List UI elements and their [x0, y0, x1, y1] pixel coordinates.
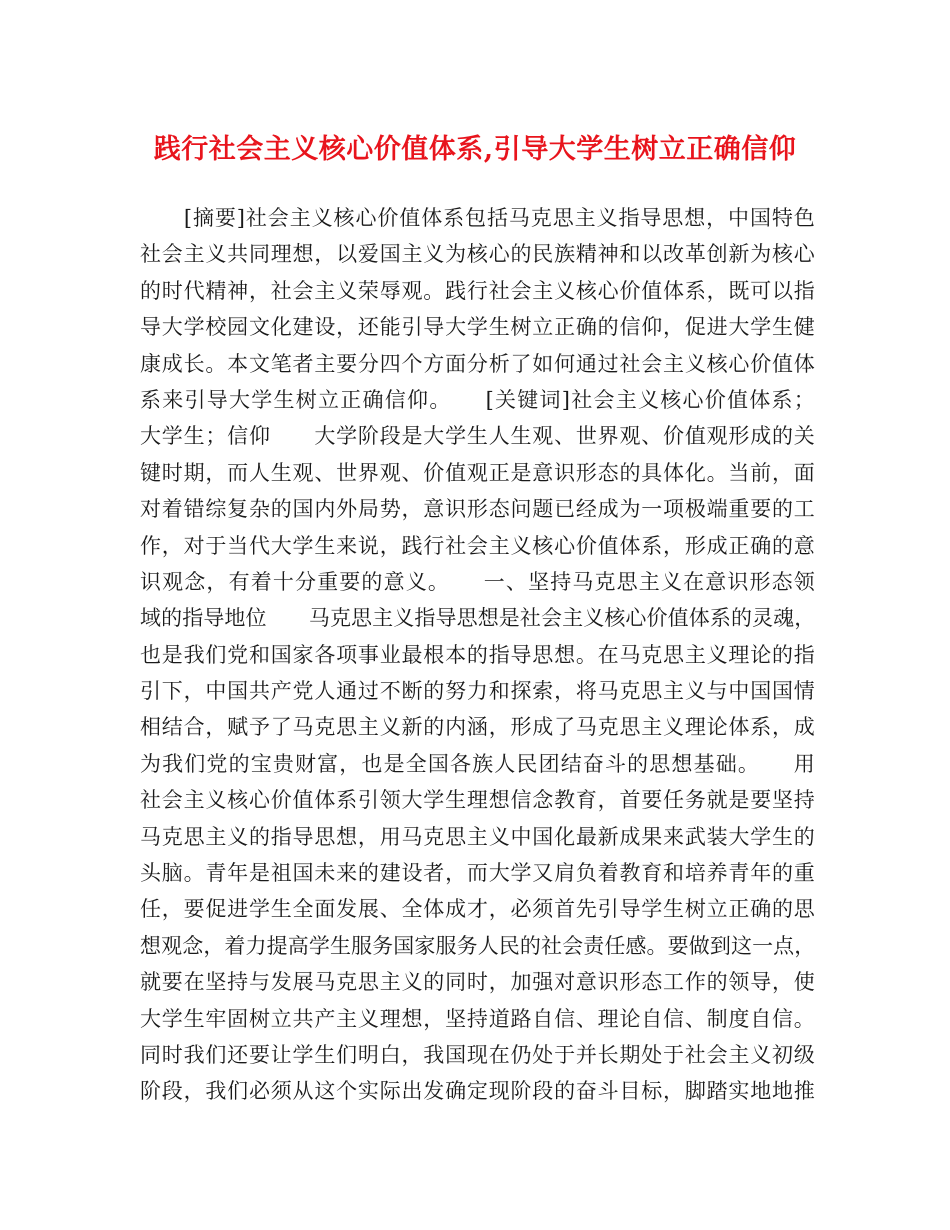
body-line: 作，对于当代大学生来说，践行社会主义核心价值体系，形成正确的意 — [140, 533, 815, 558]
body-line: 阶段，我们必须从这个实际出发确定现阶段的奋斗目标，脚踏实地地推 — [140, 1079, 815, 1104]
body-line: 大学生；信仰 大学阶段是大学生人生观、世界观、价值观形成的关 — [140, 424, 815, 449]
body-line: 任，要促进学生全面发展、全体成才，必须首先引导学生树立正确的思 — [140, 897, 815, 922]
body-line: 社会主义共同理想，以爱国主义为核心的民族精神和以改革创新为核心 — [140, 242, 815, 267]
body-line: 系来引导大学生树立正确信仰。 [关键词]社会主义核心价值体系； — [140, 387, 815, 412]
body-line: 对着错综复杂的国内外局势，意识形态问题已经成为一项极端重要的工 — [140, 497, 815, 522]
body-line: 马克思主义的指导思想，用马克思主义中国化最新成果来武装大学生的 — [140, 824, 815, 849]
document-body — [140, 200, 815, 1110]
body-line: 相结合，赋予了马克思主义新的内涵，形成了马克思主义理论体系，成 — [140, 715, 815, 740]
body-line: 识观念，有着十分重要的意义。 一、坚持马克思主义在意识形态领 — [140, 569, 815, 594]
body-line: 就要在坚持与发展马克思主义的同时，加强对意识形态工作的领导，使 — [140, 970, 815, 995]
body-line: 引下，中国共产党人通过不断的努力和探索，将马克思主义与中国国情 — [140, 679, 815, 704]
body-line: 键时期，而人生观、世界观、价值观正是意识形态的具体化。当前，面 — [140, 460, 815, 485]
body-line: 想观念，着力提高学生服务国家服务人民的社会责任感。要做到这一点， — [140, 933, 816, 958]
body-line: 也是我们党和国家各项事业最根本的指导思想。在马克思主义理论的指 — [140, 642, 815, 667]
body-line: 导大学校园文化建设，还能引导大学生树立正确的信仰，促进大学生健 — [140, 315, 815, 340]
body-line: 大学生牢固树立共产主义理想，坚持道路自信、理论自信、制度自信。 — [140, 1006, 815, 1031]
body-line: 同时我们还要让学生们明白，我国现在仍处于并长期处于社会主义初级 — [140, 1042, 815, 1067]
body-line: 社会主义核心价值体系引领大学生理想信念教育，首要任务就是要坚持 — [140, 788, 815, 813]
document-title: 践行社会主义核心价值体系,引导大学生树立正确信仰 — [153, 134, 797, 165]
body-line: 康成长。本文笔者主要分四个方面分析了如何通过社会主义核心价值体 — [140, 351, 815, 376]
body-line: 的时代精神，社会主义荣辱观。践行社会主义核心价值体系，既可以指 — [140, 278, 815, 303]
body-line: 为我们党的宝贵财富，也是全国各族人民团结奋斗的思想基础。 用 — [140, 751, 815, 776]
body-line: 域的指导地位 马克思主义指导思想是社会主义核心价值体系的灵魂， — [140, 606, 816, 631]
body-line: 头脑。青年是祖国未来的建设者，而大学又肩负着教育和培养青年的重 — [140, 861, 815, 886]
body-line: [摘要]社会主义核心价值体系包括马克思主义指导思想，中国特色 — [140, 206, 815, 230]
